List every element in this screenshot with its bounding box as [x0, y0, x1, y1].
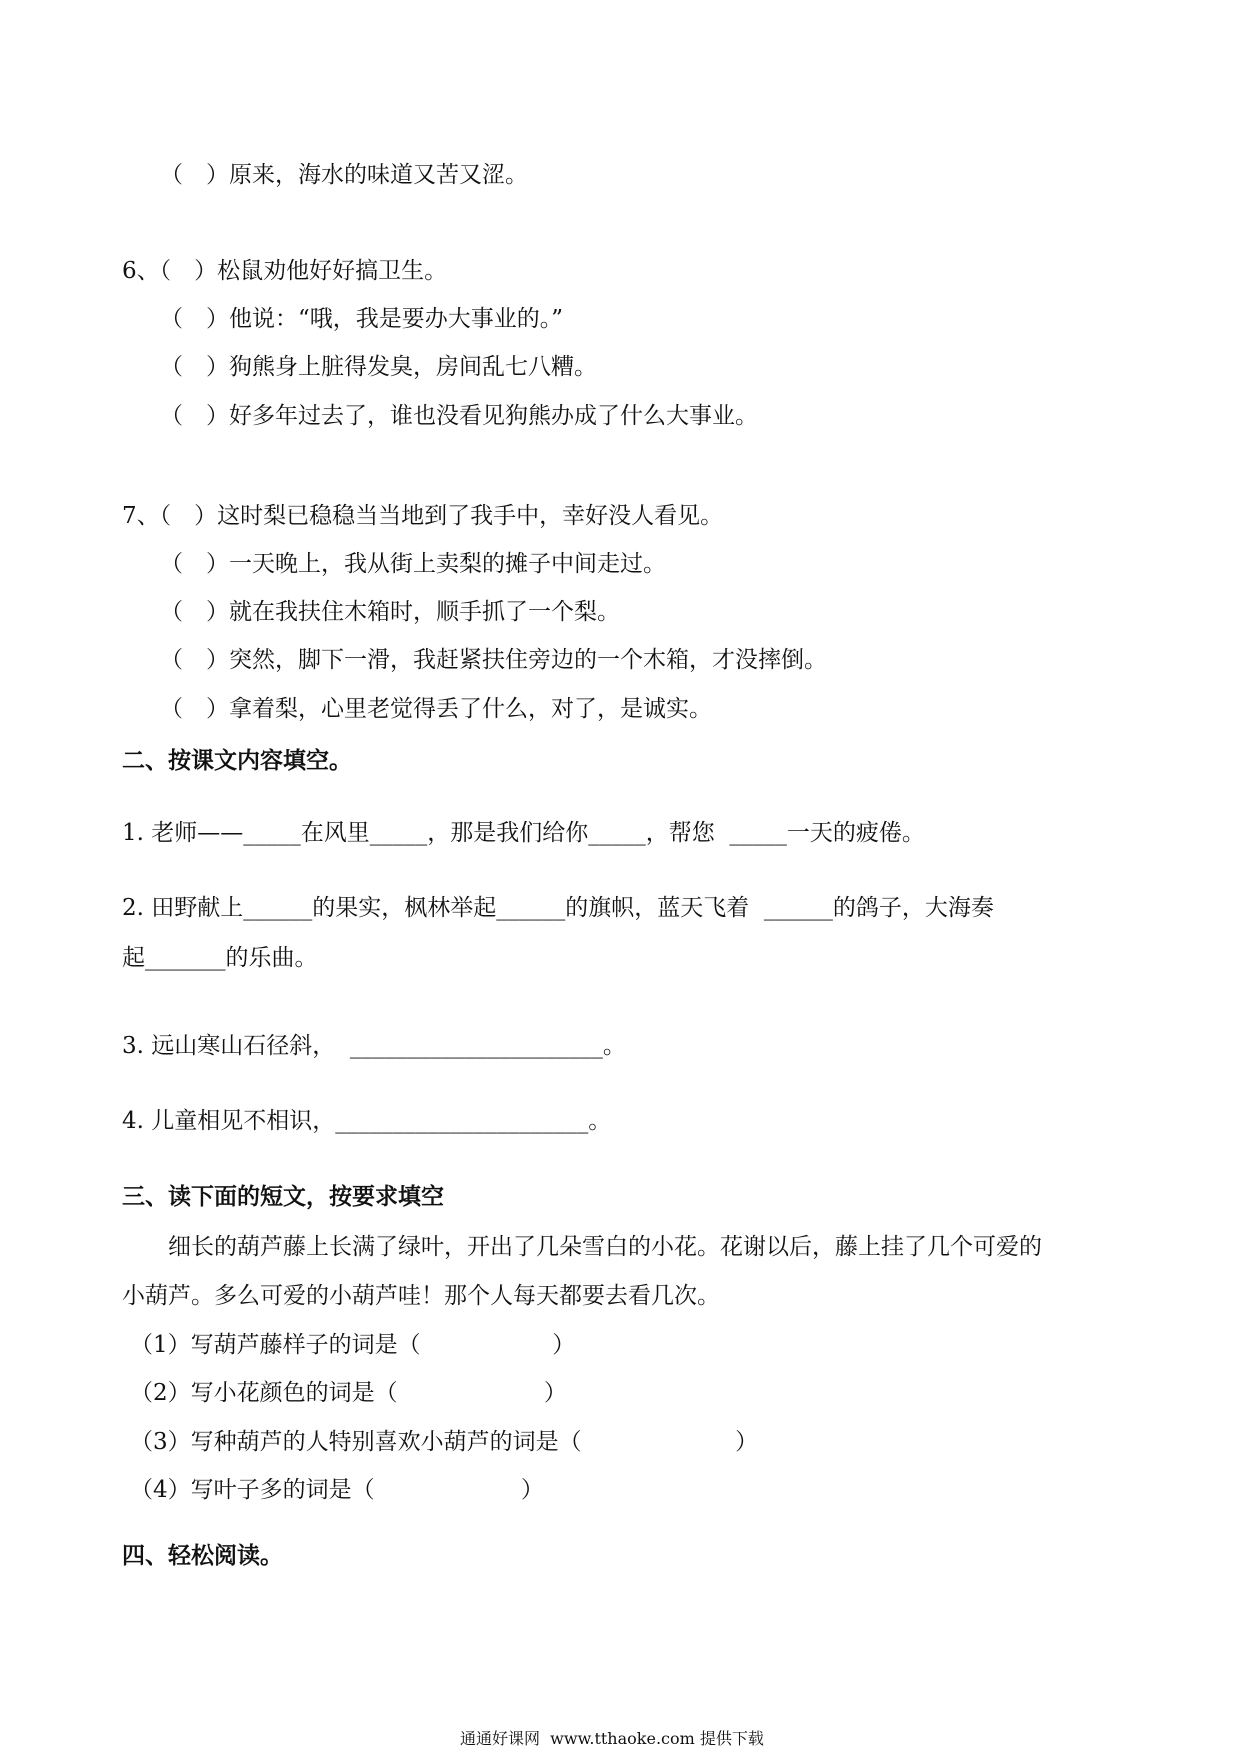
section3-passage-line2: 小葫芦。多么可爱的小葫芦哇！那个人每天都要去看几次。 — [122, 1283, 720, 1309]
page-footer: 通通好课网 www.tthaoke.com 提供下载 — [460, 1729, 764, 1748]
section3-question-1: （1）写葫芦藤样子的词是（ ） — [130, 1332, 576, 1358]
section4-heading: 四、轻松阅读。 — [122, 1542, 283, 1569]
section2-q3: 3. 远山寒山石径斜， ______________________。 — [122, 1033, 626, 1059]
q6-item-4: （ ）好多年过去了，谁也没看见狗熊办成了什么大事业。 — [160, 403, 758, 429]
section3-question-4: （4）写叶子多的词是（ ） — [130, 1477, 544, 1503]
section3-question-3: （3）写种葫芦的人特别喜欢小葫芦的词是（ ） — [130, 1429, 759, 1455]
section2-q2-line2: 起_______的乐曲。 — [122, 945, 318, 971]
section2-heading: 二、按课文内容填空。 — [122, 747, 352, 774]
q7-item-5: （ ）拿着梨，心里老觉得丢了什么，对了，是诚实。 — [160, 696, 712, 722]
section3-passage-line1: 细长的葫芦藤上长满了绿叶，开出了几朵雪白的小花。花谢以后，藤上挂了几个可爱的 — [168, 1234, 1042, 1260]
q6-item-2: （ ）他说：“哦，我是要办大事业的。” — [160, 306, 564, 332]
section3-heading: 三、读下面的短文，按要求填空 — [122, 1183, 444, 1210]
q7-item-1: 7、（ ）这时梨已稳稳当当地到了我手中，幸好没人看见。 — [122, 503, 724, 529]
q5-last-item: （ ）原来，海水的味道又苦又涩。 — [160, 162, 528, 188]
q7-item-4: （ ）突然，脚下一滑，我赶紧扶住旁边的一个木箱，才没摔倒。 — [160, 647, 827, 673]
q7-item-2: （ ）一天晚上，我从街上卖梨的摊子中间走过。 — [160, 551, 666, 577]
section2-q4: 4. 儿童相见不相识，______________________。 — [122, 1108, 612, 1134]
q7-item-3: （ ）就在我扶住木箱时，顺手抓了一个梨。 — [160, 599, 620, 625]
q6-item-1: 6、（ ）松鼠劝他好好搞卫生。 — [122, 258, 448, 284]
section2-q1: 1. 老师——_____在风里_____，那是我们给你_____，帮您 _____一天的疲倦。 — [122, 820, 925, 846]
section2-q2-line1: 2. 田野献上______的果实，枫林举起______的旗帜，蓝天飞着 ______的鸽子，大海奏 — [122, 895, 994, 921]
section3-question-2: （2）写小花颜色的词是（ ） — [130, 1380, 567, 1406]
q6-item-3: （ ）狗熊身上脏得发臭，房间乱七八糟。 — [160, 354, 597, 380]
